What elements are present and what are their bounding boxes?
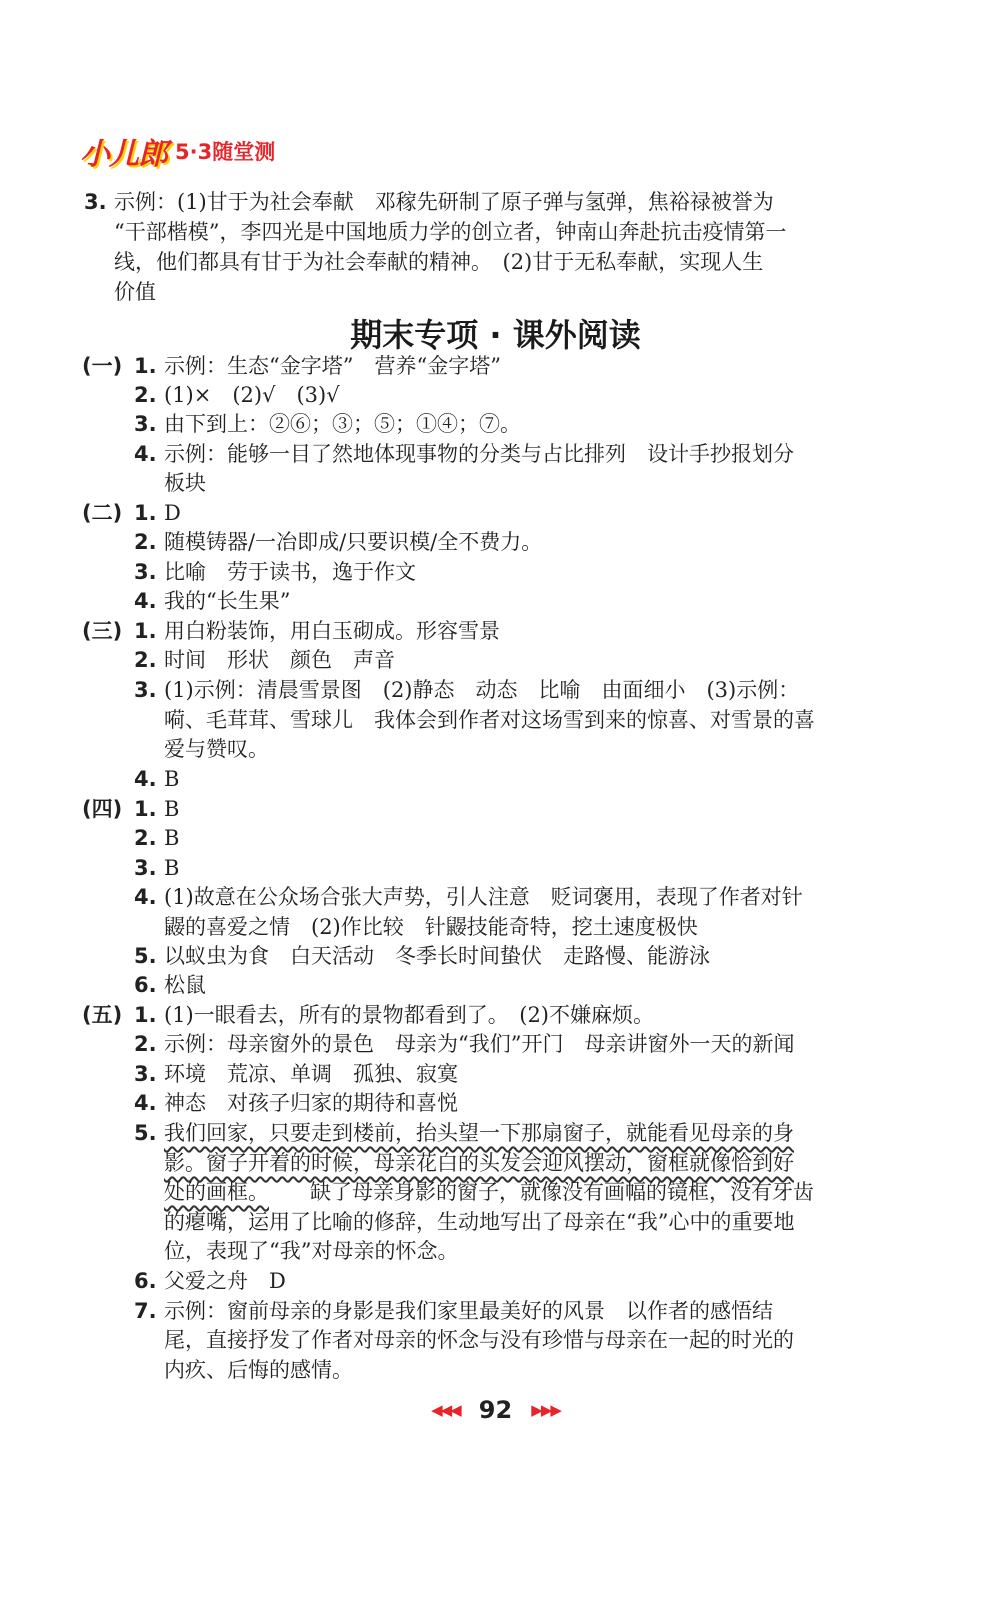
item-number: 3. — [134, 560, 157, 584]
item-number: 4. — [134, 885, 157, 909]
group-label: (一) — [82, 354, 123, 378]
answer-line: 缺了母亲身影的窗子，就像没有画幅的镜框，没有牙齿 — [310, 1180, 814, 1204]
answer-line: 示例：能够一目了然地体现事物的分类与占比排列 设计手抄报划分 — [164, 442, 794, 466]
q3-line: 线，他们都具有甘于为社会奉献的精神。 (2)甘于无私奉献，实现人生 — [114, 250, 764, 274]
q3-line: “干部楷模”，李四光是中国地质力学的创立者，钟南山奔赴抗击疫情第一 — [114, 220, 787, 244]
answer-line: 鼹的喜爱之情 (2)作比较 针鼹技能奇特，挖土速度极快 — [164, 915, 698, 939]
item-number: 1. — [134, 619, 157, 643]
answer-line: 神态 对孩子归家的期待和喜悦 — [164, 1091, 458, 1115]
item-number: 7. — [134, 1299, 157, 1323]
item-number: 4. — [134, 1091, 157, 1115]
section-title: 期末专项 · 课外阅读 — [350, 316, 641, 354]
group-label: (四) — [82, 797, 123, 821]
item-number: 6. — [134, 973, 157, 997]
next-arrows-icon: ▶▶▶ — [531, 1401, 560, 1419]
answer-line: 松鼠 — [164, 973, 206, 997]
item-number: 3. — [134, 412, 157, 436]
item-number: 2. — [134, 648, 157, 672]
answer-line: 内疚、后悔的感情。 — [164, 1358, 353, 1382]
answer-line: 位，表现了“我”对母亲的怀念。 — [164, 1239, 459, 1263]
series-title: 5·3随堂测 — [175, 140, 276, 164]
answer-line: 嗬、毛茸茸、雪球儿 我体会到作者对这场雪到来的惊喜、对雪景的喜 — [164, 708, 815, 732]
q3-line: 示例：(1)甘于为社会奉献 邓稼先研制了原子弹与氢弹，焦裕禄被誉为 — [114, 190, 774, 214]
item-number: 1. — [134, 501, 157, 525]
q3-number: 3. — [84, 190, 107, 214]
brand-header — [80, 128, 275, 174]
item-number: 2. — [134, 383, 157, 407]
item-number: 2. — [134, 1032, 157, 1056]
answer-line: (1)× (2)√ (3)√ — [164, 383, 340, 407]
item-number: 5. — [134, 944, 157, 968]
page-number: 92 — [478, 1396, 513, 1424]
item-number: 4. — [134, 767, 157, 791]
page-footer — [0, 1396, 991, 1424]
answer-line: 用白粉装饰，用白玉砌成。形容雪景 — [164, 619, 500, 643]
answer-line: 比喻 劳于读书，逸于作文 — [164, 560, 416, 584]
answer-line: 示例：母亲窗外的景色 母亲为“我们”开门 母亲讲窗外一天的新闻 — [164, 1032, 795, 1056]
answer-line: 板块 — [164, 471, 206, 495]
answer-line: B — [164, 826, 180, 850]
answer-line: (1)故意在公众场合张大声势，引人注意 贬词褒用，表现了作者对针 — [164, 885, 803, 909]
item-number: 1. — [134, 354, 157, 378]
answer-line: B — [164, 856, 180, 880]
group-label: (二) — [82, 501, 123, 525]
q3-line: 价值 — [114, 280, 156, 304]
answer-line: B — [164, 797, 180, 821]
prev-arrows-icon: ◀◀◀ — [431, 1401, 460, 1419]
answer-line: (1)一眼看去，所有的景物都看到了。 (2)不嫌麻烦。 — [164, 1003, 654, 1027]
answer-line: 示例：窗前母亲的身影是我们家里最美好的风景 以作者的感悟结 — [164, 1299, 773, 1323]
answer-line: 父爱之舟 D — [164, 1269, 286, 1293]
item-number: 1. — [134, 1003, 157, 1027]
answer-line: 以蚁虫为食 白天活动 冬季长时间蛰伏 走路慢、能游泳 — [164, 944, 710, 968]
answer-line: 爱与赞叹。 — [164, 737, 269, 761]
answer-line: 示例：生态“金字塔” 营养“金字塔” — [164, 354, 501, 378]
item-number: 5. — [134, 1121, 157, 1145]
answer-line-underlined: 影。窗子开着的时候，母亲花白的头发会迎风摆动，窗框就像恰到好 — [164, 1151, 794, 1175]
item-number: 4. — [134, 442, 157, 466]
item-number: 2. — [134, 826, 157, 850]
answer-line: 环境 荒凉、单调 孤独、寂寞 — [164, 1062, 458, 1086]
item-number: 4. — [134, 589, 157, 613]
answer-line: 的瘪嘴，运用了比喻的修辞，生动地写出了母亲在“我”心中的重要地 — [164, 1210, 795, 1234]
group-label: (三) — [82, 619, 123, 643]
answer-line: B — [164, 767, 180, 791]
item-number: 3. — [134, 1062, 157, 1086]
group-label: (五) — [82, 1003, 123, 1027]
answer-line: 尾，直接抒发了作者对母亲的怀念与没有珍惜与母亲在一起的时光的 — [164, 1328, 794, 1352]
answer-line: 时间 形状 颜色 声音 — [164, 648, 395, 672]
answer-line-underlined: 处的画框。 — [164, 1180, 269, 1204]
brand-logo: 小儿郎 — [80, 137, 167, 172]
answer-line: D — [164, 501, 181, 525]
item-number: 6. — [134, 1269, 157, 1293]
answer-line: 随模铸器/一冶即成/只要识模/全不费力。 — [164, 530, 543, 554]
item-number: 3. — [134, 856, 157, 880]
item-number: 3. — [134, 678, 157, 702]
answer-line: (1)示例：清晨雪景图 (2)静态 动态 比喻 由面细小 (3)示例： — [164, 678, 800, 702]
answer-line: 我的“长生果” — [164, 589, 291, 613]
answer-line: 由下到上：②⑥；③；⑤；①④；⑦。 — [164, 412, 521, 436]
item-number: 1. — [134, 797, 157, 821]
item-number: 2. — [134, 530, 157, 554]
answer-line-underlined: 我们回家，只要走到楼前，抬头望一下那扇窗子，就能看见母亲的身 — [164, 1121, 794, 1145]
